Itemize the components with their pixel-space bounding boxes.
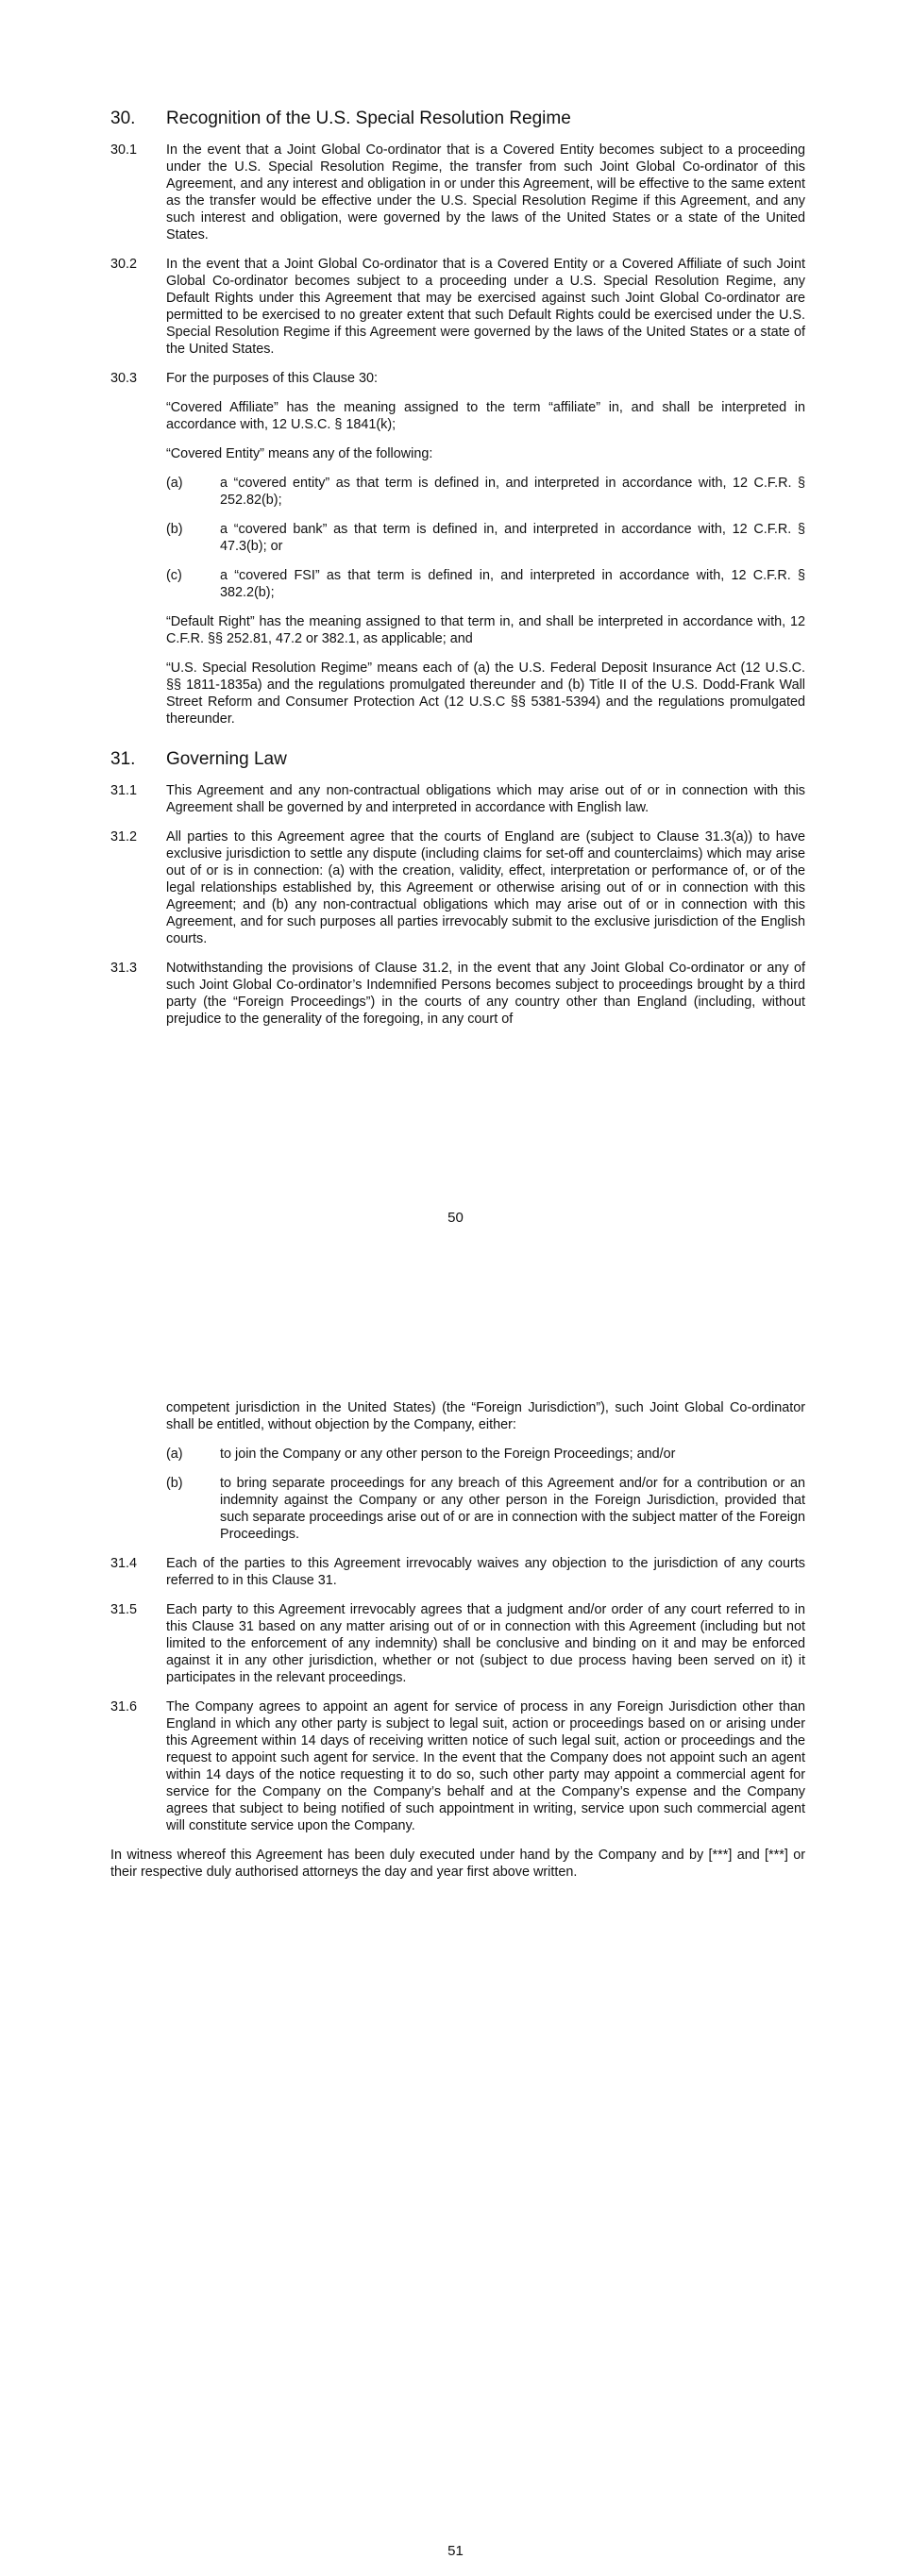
heading-number: 31. (110, 749, 136, 769)
page-number: 51 (447, 2543, 464, 2559)
clause-text: Each of the parties to this Agreement irrevocably waives any objection to the jurisdiction of any courts referred to in this Clause 31. (166, 1556, 805, 1588)
clause-text: This Agreement and any non-contractual obligations which may arise out of or in connection with this Agreement shall be governed by and interpreted in accordance with English law. (166, 783, 805, 815)
sub-item-a (166, 1446, 805, 1463)
sub-item-c (166, 567, 805, 601)
page-content (110, 108, 805, 1040)
clause-number: 31.5 (110, 1602, 138, 1617)
clause-heading-31 (110, 748, 805, 771)
clause-number: 31.4 (110, 1556, 138, 1571)
clause-intro: For the purposes of this Clause 30: (166, 371, 378, 386)
definition-covered-entity: “Covered Entity” means any of the following: (166, 446, 433, 461)
clause-30-2 (110, 256, 805, 358)
sub-items (166, 1446, 805, 1543)
clause-number: 31.6 (110, 1699, 138, 1715)
clause-text: In the event that a Joint Global Co-ordinator that is a Covered Entity or a Covered Affiliate of such Joint Global Co-ordinator becomes subject to a proceeding under a U.S. Special Resolution Regime, any Default Rights under this Agreement that may be exercised against such Joint Global Co-ordinator are permitted to be exercised to no greater extent that such Default Rights could be exercised under the U.S. Special Resolution Regime if this Agreement were governed by the laws of the United States or a state of the United States. (166, 257, 805, 357)
clause-number: 30.3 (110, 371, 138, 386)
clause-31-6 (110, 1698, 805, 1834)
clause-30-1 (110, 142, 805, 243)
clause-text: In the event that a Joint Global Co-ordinator that is a Covered Entity becomes subject to a proceeding under the U.S. Special Resolution Regime, the transfer from such Joint Global Co-ordinator of this Agreement, and any interest and obligation in or under this Agreement, will be effective to the same extent as the transfer would be effective under the U.S. Special Resolution Regime if this Agreement, and any such interest and obligation, were governed by the laws of the United States or a state of the United States. (166, 142, 805, 243)
heading-title: Governing Law (166, 749, 287, 769)
heading-number: 30. (110, 109, 136, 128)
sub-item-number: (b) (166, 522, 183, 537)
clause-31-3-continued: competent jurisdiction in the United States) (the “Foreign Jurisdiction”), such Joint Global Co-ordinator shall be entitled, without objection by the Company, either: (166, 1400, 805, 1432)
definition-default-right: “Default Right” has the meaning assigned to that term in, and shall be interpreted in accordance with, 12 C.F.R. §§ 252.81, 47.2 or 382.1, as applicable; and (166, 614, 805, 646)
sub-item-a (166, 475, 805, 509)
document-page-51 (0, 1288, 911, 2576)
clause-31-4 (110, 1555, 805, 1589)
clause-31-1 (110, 782, 805, 816)
sub-item-text: a “covered FSI” as that term is defined in, and interpreted in accordance with, 12 C.F.R. § 382.2(b); (220, 568, 805, 600)
clause-text: Notwithstanding the provisions of Clause 31.2, in the event that any Joint Global Co-ordinator or any of such Joint Global Co-ordinator’s Indemnified Persons becomes subject to proceedings brought by a third party (the “Foreign Proceedings”) in the courts of any country other than England (including, without prejudice to the generality of the foregoing, in any court of (166, 961, 805, 1027)
page-content (110, 1399, 805, 1894)
page-number: 50 (447, 1210, 464, 1226)
clause-31-2 (110, 828, 805, 947)
definition-special-resolution-regime: “U.S. Special Resolution Regime” means each of (a) the U.S. Federal Deposit Insurance Act (12 U.S.C. §§ 1811-1835a) and the regulations promulgated thereunder and (b) Title II of the U.S. Dodd-Frank Wall Street Reform and Consumer Protection Act (12 U.S.C §§ 5381-5394) and the regulations promulgated thereunder. (166, 661, 805, 727)
clause-31-5 (110, 1601, 805, 1686)
clause-text: All parties to this Agreement agree that the courts of England are (subject to Clause 31.3(a)) to have exclusive jurisdiction to settle any dispute (including claims for set-off and counterclaims) which may arise out of or is in connection: (a) with the creation, validity, effect, interpretation or performance of, or of the legal relationships established by, this Agreement or otherwise arising out of or in connection with this Agreement; and (b) any non-contractual obligations which may arise out of or in connection with this Agreement, and for such purposes all parties irrevocably submit to the exclusive jurisdiction of the English courts. (166, 829, 805, 946)
clause-heading-30 (110, 108, 805, 130)
clause-number: 31.3 (110, 961, 138, 976)
clause-number: 31.1 (110, 783, 138, 798)
sub-item-text: to join the Company or any other person to the Foreign Proceedings; and/or (220, 1447, 676, 1462)
heading-title: Recognition of the U.S. Special Resolution Regime (166, 109, 571, 128)
sub-item-number: (c) (166, 568, 182, 583)
sub-item-b (166, 1475, 805, 1543)
sub-item-text: a “covered bank” as that term is defined in, and interpreted in accordance with, 12 C.F.R. § 47.3(b); or (220, 522, 805, 554)
clause-text: The Company agrees to appoint an agent for service of process in any Foreign Jurisdiction other than England in which any other party is subject to legal suit, action or proceedings based on or arising under this Agreement within 14 days of receiving written notice of such legal suit, action or proceedings and the request to appoint such agent for service. In the event that the Company does not appoint such an agent within 14 days of the notice requesting it to do so, such other party may appoint a commercial agent for service for the Company on the Company’s behalf and at the Company’s expense and the Company agrees that subject to being notified of such appointment in writing, service upon such commercial agent will constitute service upon the Company. (166, 1699, 805, 1833)
witness-clause: In witness whereof this Agreement has been duly executed under hand by the Company and by [***] and [***] or their respective duly authorised attorneys the day and year first above written. (110, 1848, 805, 1880)
clause-number: 30.2 (110, 257, 138, 272)
clause-text: Each party to this Agreement irrevocably agrees that a judgment and/or order of any court referred to in this Clause 31 based on any matter arising out of or in connection with this Agreement (including but not limited to the enforcement of any indemnity) shall be conclusive and binding on it and may be enforced against it in any other jurisdiction, whether or not (subject to due process having been served on it) it participates in the relevant proceedings. (166, 1602, 805, 1685)
definition-covered-affiliate: “Covered Affiliate” has the meaning assigned to the term “affiliate” in, and shall be interpreted in accordance with, 12 U.S.C. § 1841(k); (166, 400, 805, 432)
clause-31-3 (110, 960, 805, 1028)
sub-item-number: (a) (166, 476, 183, 491)
sub-item-text: a “covered entity” as that term is defined in, and interpreted in accordance with, 12 C.F.R. § 252.82(b); (220, 476, 805, 508)
clause-30-3 (110, 370, 805, 728)
clause-number: 31.2 (110, 829, 138, 845)
sub-item-number: (a) (166, 1447, 183, 1462)
sub-item-text: to bring separate proceedings for any breach of this Agreement and/or for a contribution or an indemnity against the Company or any other person in the Foreign Jurisdiction, provided that such separate proceedings arise out of or are in connection with the subject matter of the Foreign Proceedings. (220, 1476, 805, 1542)
clause-number: 30.1 (110, 142, 138, 158)
sub-item-b (166, 521, 805, 555)
sub-item-number: (b) (166, 1476, 183, 1491)
